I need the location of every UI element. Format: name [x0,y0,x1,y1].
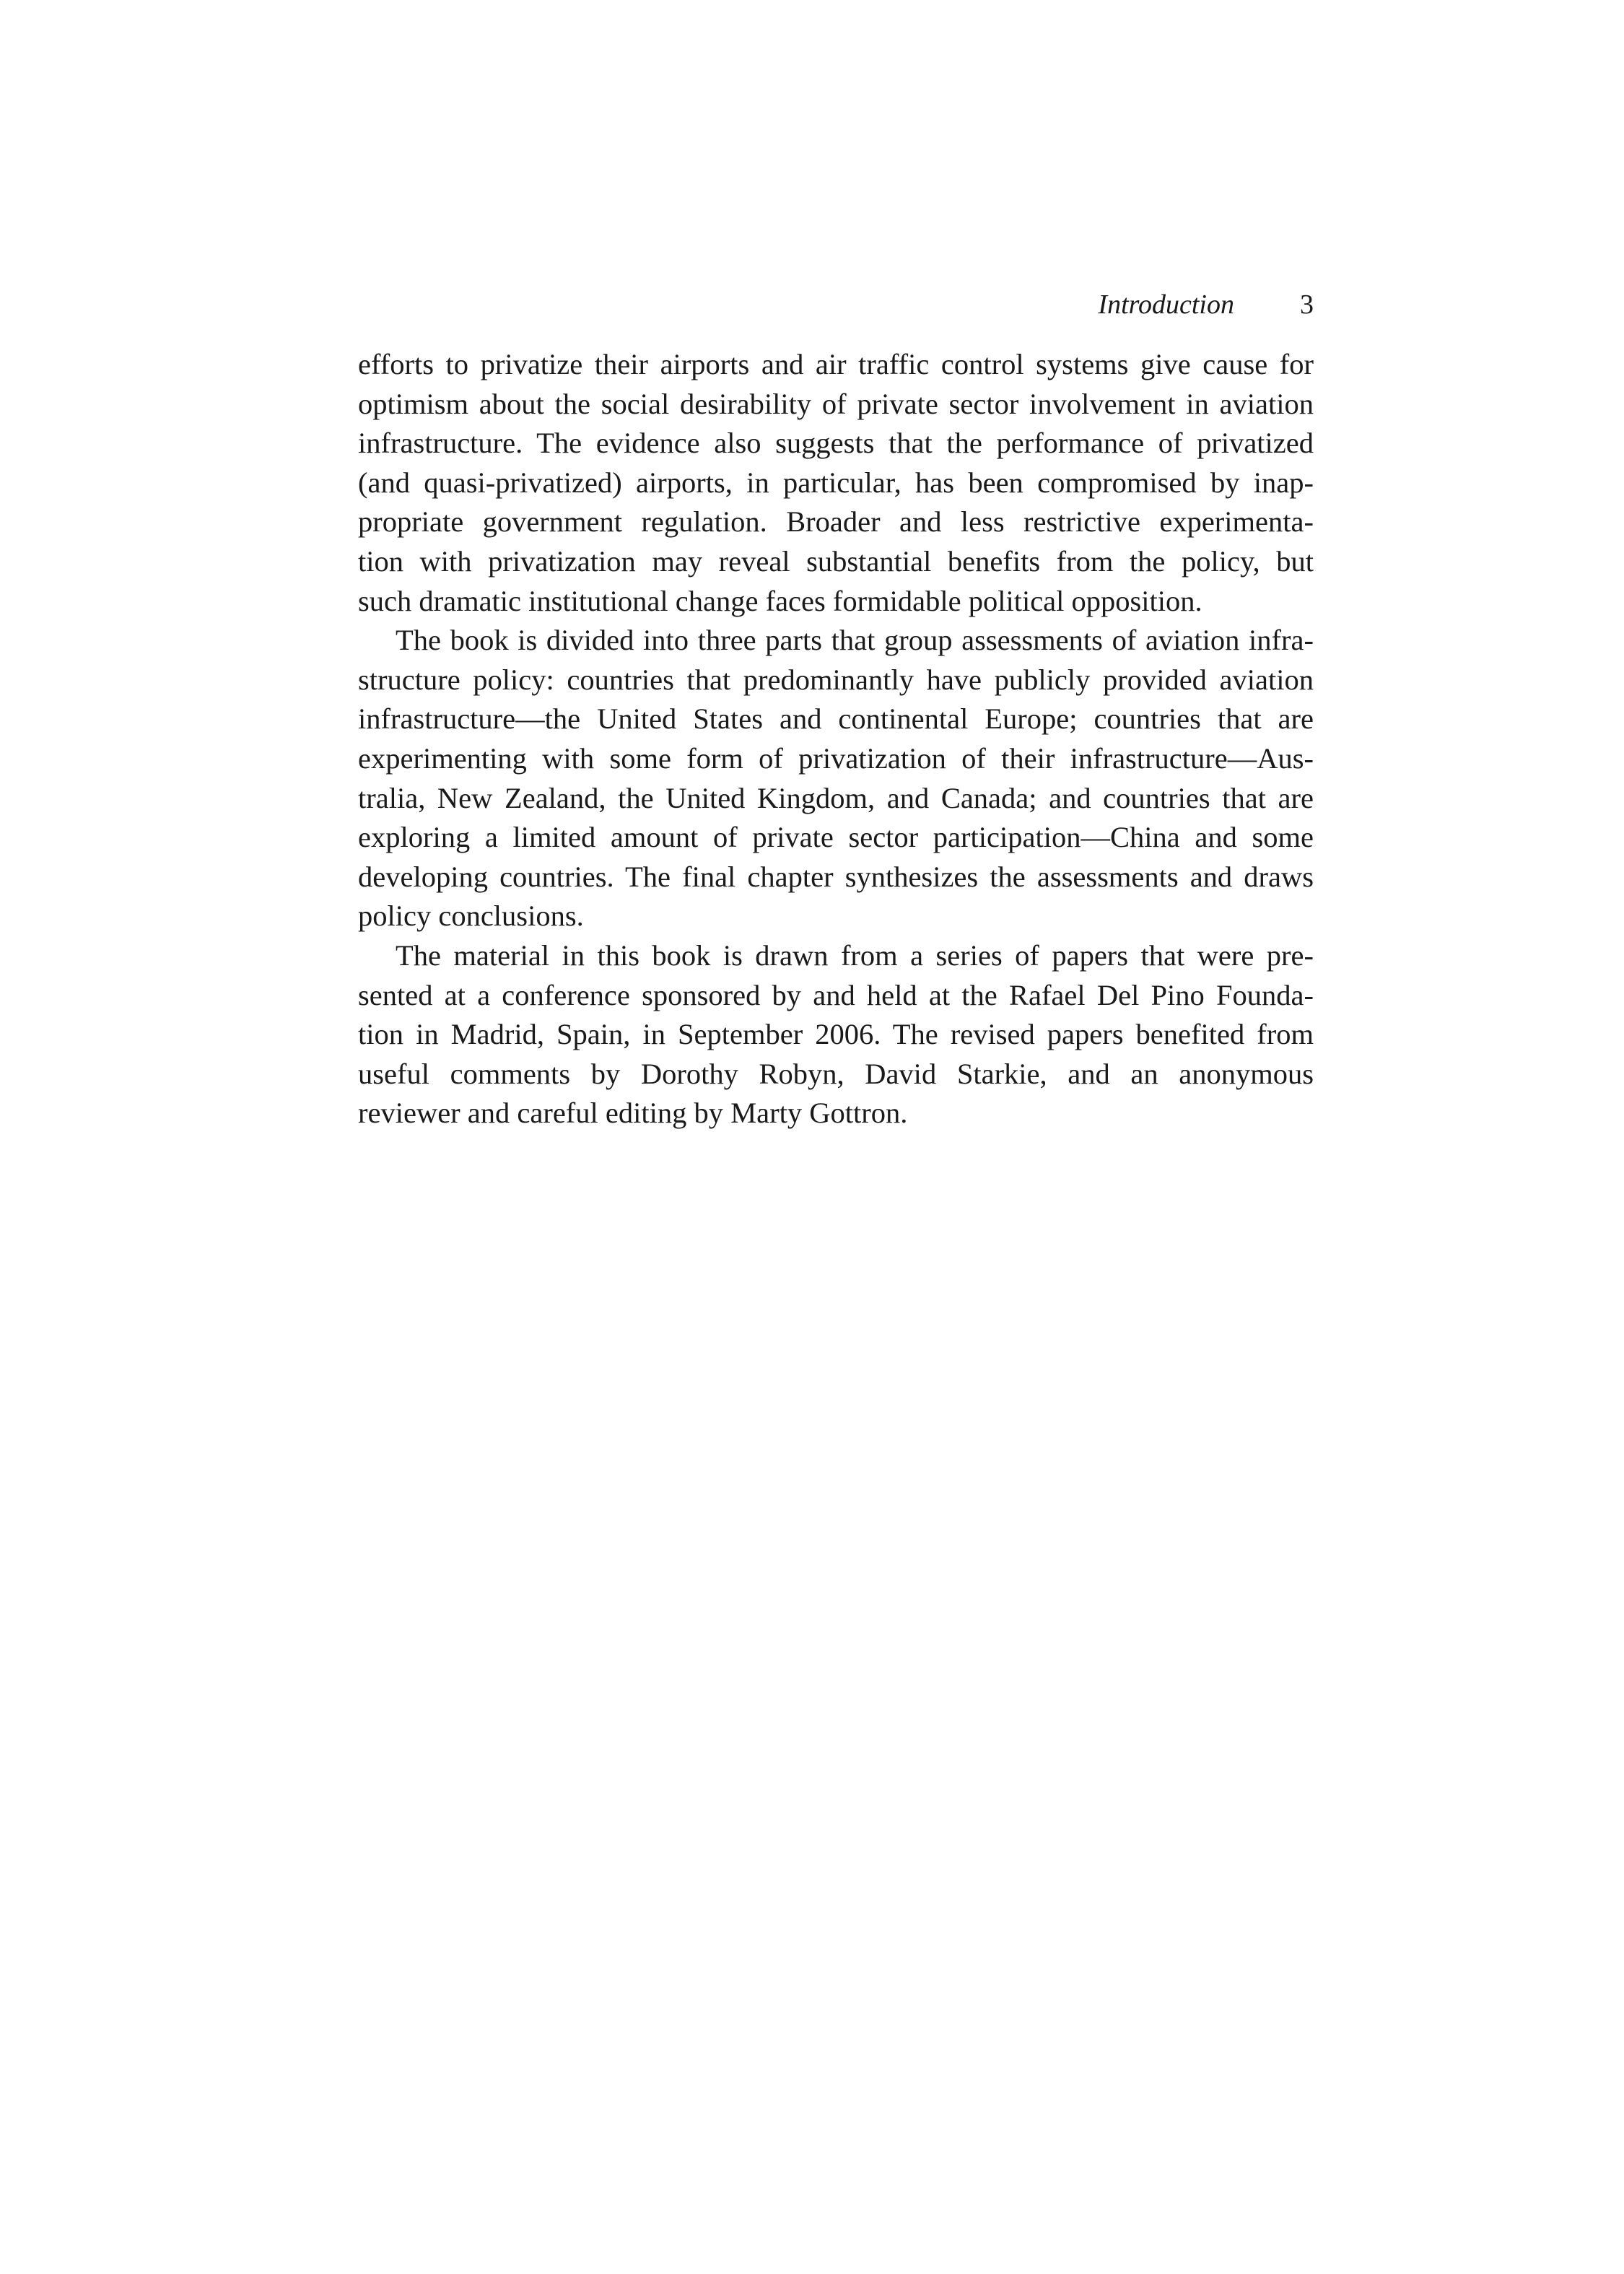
text-line: efforts to privatize their airports and air traffic control systems give cause for [358,348,1314,380]
text-line: optimism about the social desirability of private sector involvement in aviation [358,387,1314,420]
running-title: Introduction [1098,289,1234,320]
paragraph-1 [358,345,1314,621]
text-line: infrastructure. The evidence also suggests that the performance of privatized [358,427,1314,460]
text-line: (and quasi-privatized) airports, in particular, has been compromised by inap- [358,466,1314,499]
text-line: exploring a limited amount of private sector participation—China and some [358,821,1314,854]
text-line: such dramatic institutional change faces formidable political opposition. [358,584,1202,617]
page-number: 3 [1300,289,1314,320]
text-line: reviewer and careful editing by Marty Gottron. [358,1097,908,1130]
text-line: The book is divided into three parts that group assessments of aviation infra- [396,624,1314,657]
text-line: policy conclusions. [358,899,584,933]
text-line: structure policy: countries that predominantly have publicly provided aviation [358,663,1314,696]
text-line: tion with privatization may reveal substantial benefits from the policy, but [358,544,1314,578]
running-head [938,283,1314,326]
paragraph-3 [358,936,1314,1133]
text-line: sented at a conference sponsored by and held at the Rafael Del Pino Founda- [358,978,1314,1011]
text-line: useful comments by Dorothy Robyn, David Starkie, and an anonymous [358,1057,1314,1090]
text-line: experimenting with some form of privatization of their infrastructure—Aus- [358,741,1314,775]
text-line: developing countries. The final chapter synthesizes the assessments and draws [358,860,1314,893]
text-line: The material in this book is drawn from a series of papers that were pre- [396,938,1314,972]
body-text [358,345,1314,1133]
text-line: propriate government regulation. Broader and less restrictive experimenta- [358,505,1314,539]
text-line: tralia, New Zealand, the United Kingdom, and Canada; and countries that are [358,781,1314,814]
text-line: tion in Madrid, Spain, in September 2006. The revised papers benefited from [358,1018,1314,1051]
paragraph-2 [358,621,1314,936]
text-line: infrastructure—the United States and continental Europe; countries that are [358,702,1314,736]
